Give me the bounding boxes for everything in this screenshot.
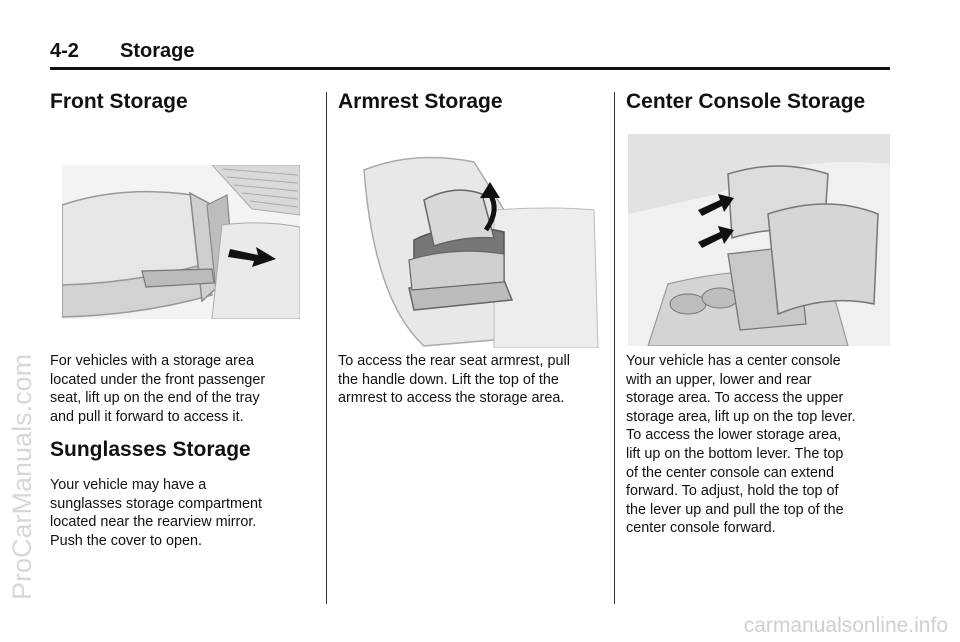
body-line: sunglasses storage compartment [50,495,262,512]
body-line: and pull it forward to access it. [50,408,244,425]
body-line: Your vehicle may have a [50,477,207,493]
body-line: Your vehicle has a center console [626,353,841,369]
body-line: To access the rear seat armrest, pull [338,353,570,369]
body-line: located near the rearview mirror. [50,514,257,531]
page-title: Storage [120,40,195,62]
body-line: storage area, lift up on the top lever. [626,408,856,425]
body-line: of the center console can extend [626,464,835,481]
center-console-body [626,352,892,538]
front-storage-body [50,352,312,426]
body-line: seat, lift up on the end of the tray [50,390,260,407]
body-line: armrest to access the storage area. [338,390,565,407]
section-heading-sunglasses-storage: Sunglasses Storage [50,438,251,461]
column-center-console-storage [626,88,892,116]
bottom-watermark: carmanualsonline.info [743,614,948,637]
section-heading-front-storage: Front Storage [50,90,188,113]
body-line: storage area. To access the upper [626,390,844,407]
seat-tray-illustration [62,165,300,319]
body-line: with an upper, lower and rear [626,371,812,388]
side-watermark: ProCarManuals.com [7,353,37,600]
body-line: the lever up and pull the top of the [626,501,844,518]
column-front-storage [50,88,312,116]
body-line: Push the cover to open. [50,532,203,549]
body-line: forward. To adjust, hold the top of [626,483,839,500]
column-divider [326,92,327,604]
body-line: To access the lower storage area, [626,427,842,444]
column-armrest-storage [338,88,604,116]
section-heading-center-console-storage: Center Console Storage [626,90,866,113]
body-line: center console forward. [626,520,776,537]
column-sunglasses-storage [50,436,312,550]
armrest-illustration [354,150,600,348]
body-line: the handle down. Lift the top of the [338,371,559,388]
armrest-storage-body [338,352,604,408]
body-line: lift up on the bottom lever. The top [626,445,844,462]
center-console-illustration [628,134,890,346]
body-line: located under the front passenger [50,371,266,388]
section-heading-armrest-storage: Armrest Storage [338,90,503,113]
body-line: For vehicles with a storage area [50,353,254,369]
column-divider [614,92,615,604]
page-number: 4-2 [50,40,79,62]
page-header [50,40,890,70]
